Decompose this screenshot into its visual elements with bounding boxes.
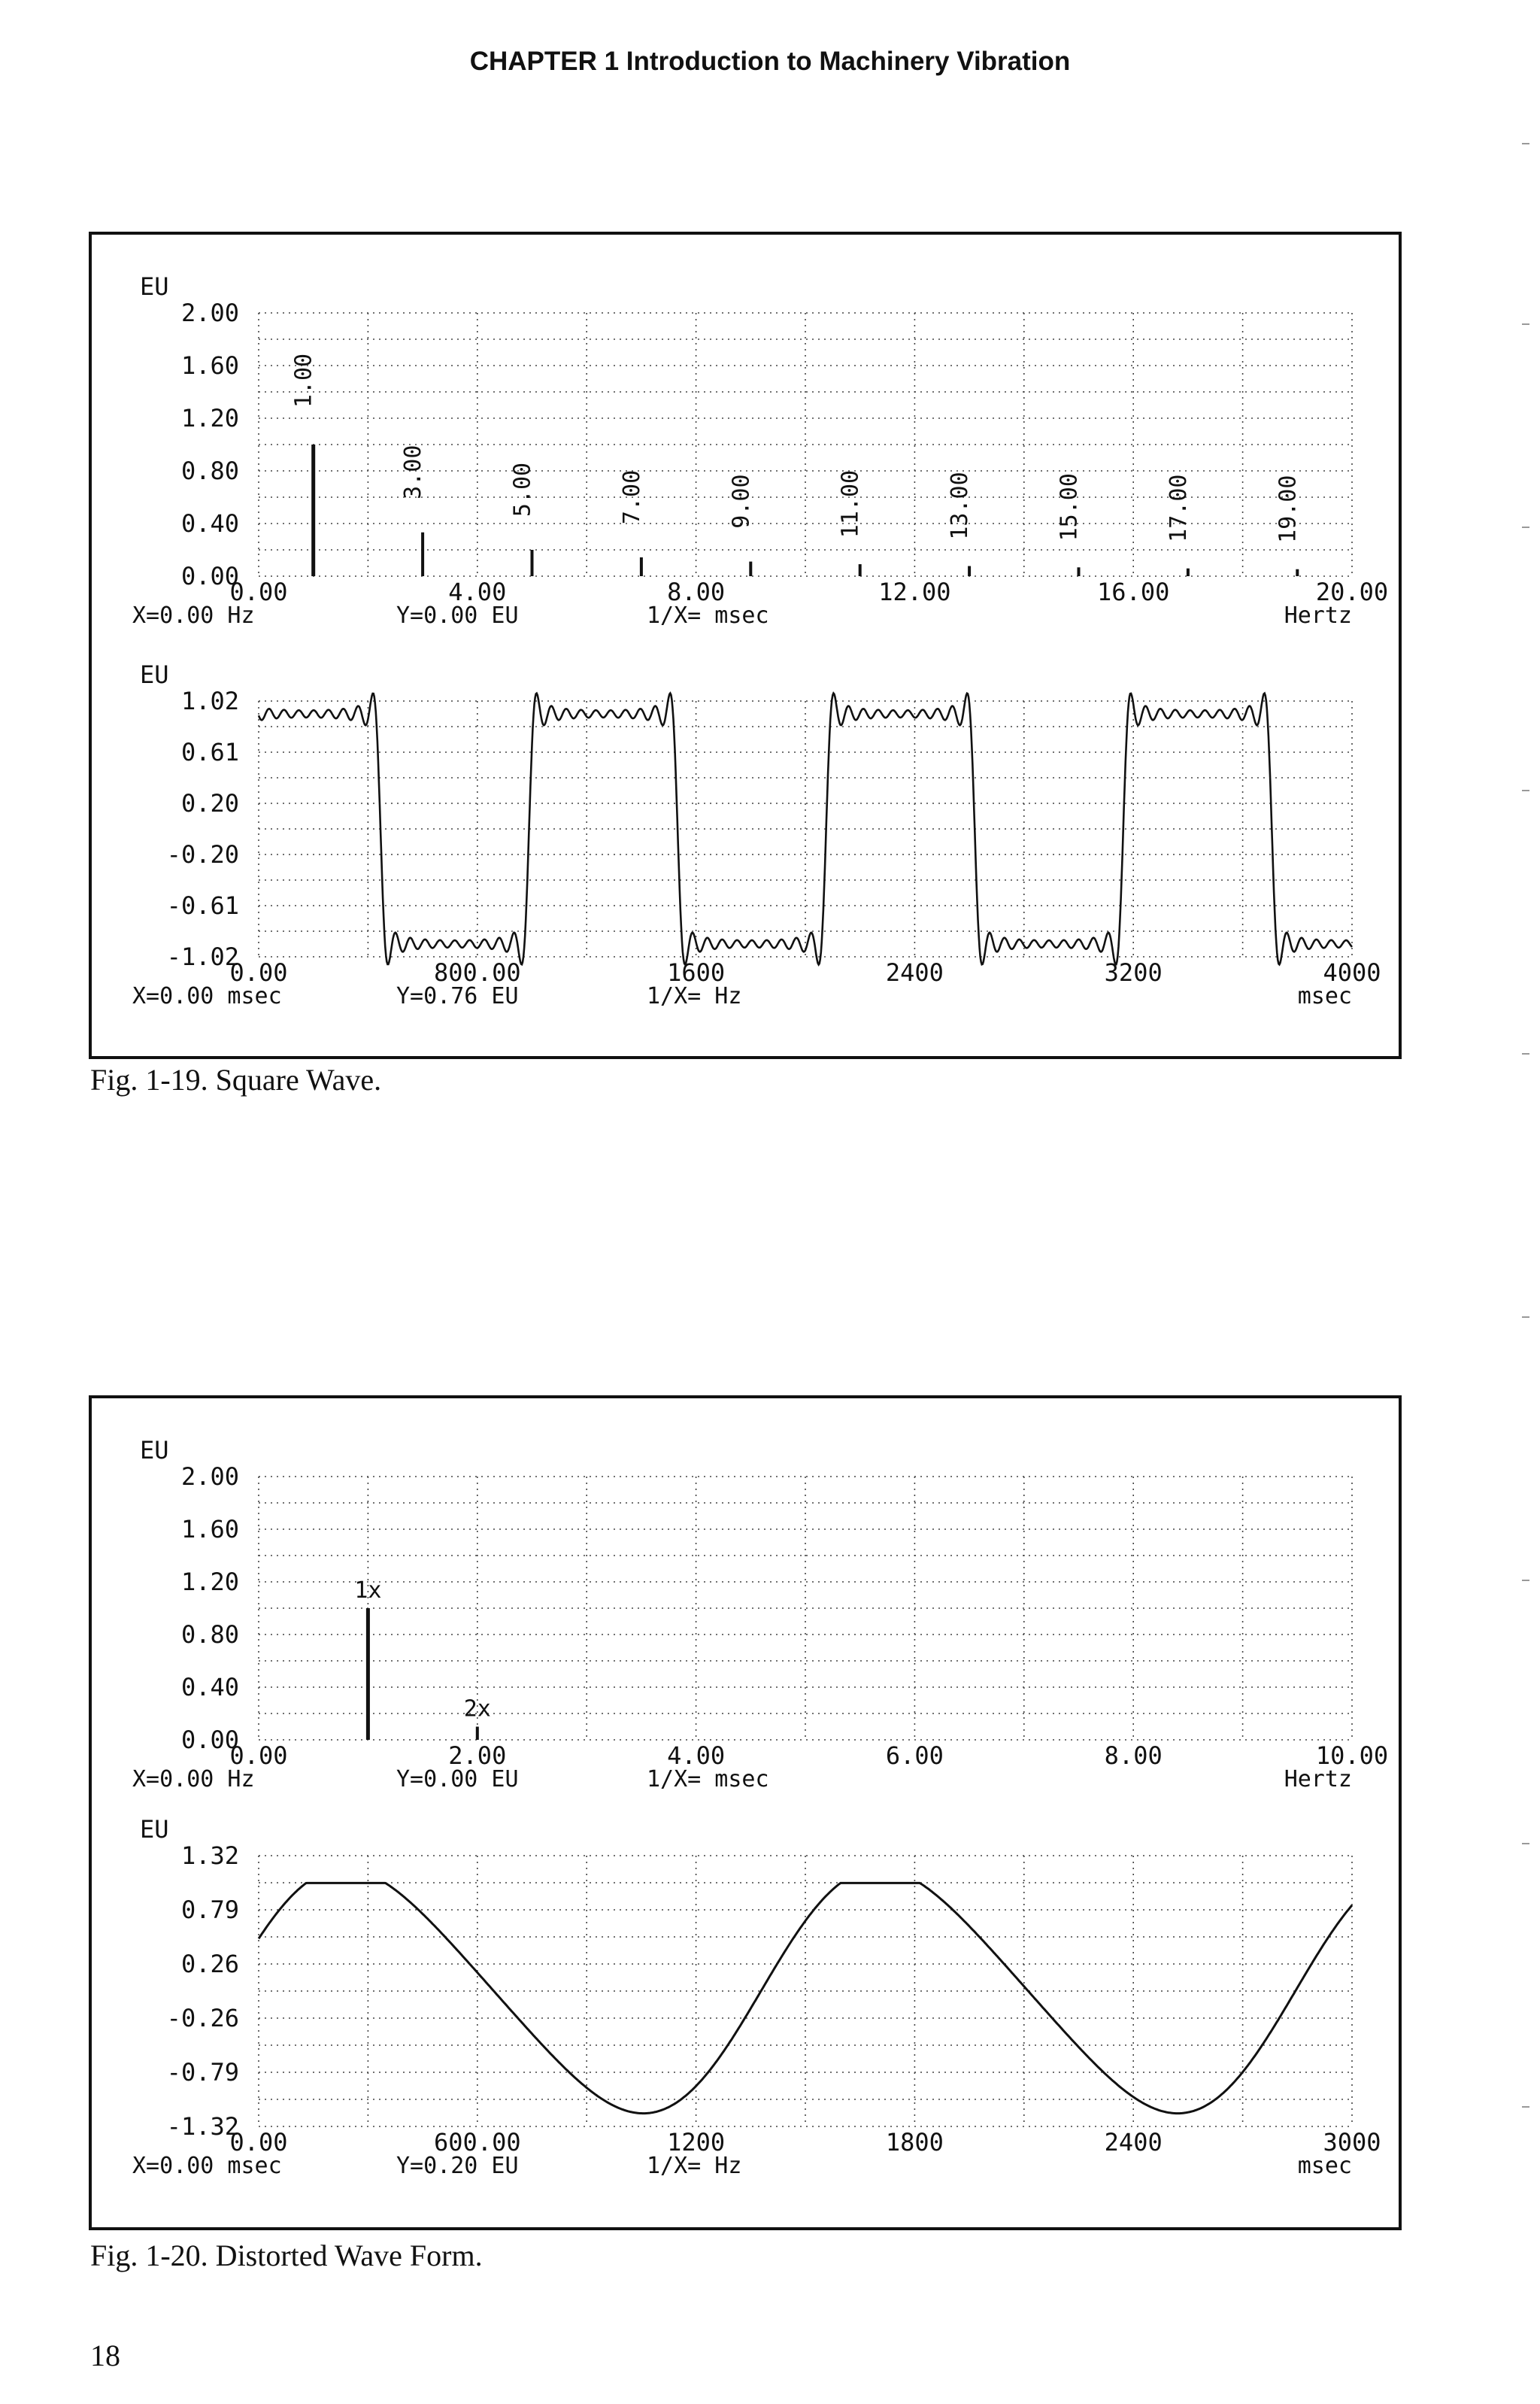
figure-1-20-caption: Fig. 1-20. Distorted Wave Form.	[90, 2239, 483, 2272]
x-tick-label: 2.00	[448, 1741, 507, 1770]
edge-mark	[1522, 1316, 1529, 1318]
x-tick-label: 20.00	[1315, 578, 1389, 606]
figure-1-19-caption: Fig. 1-19. Square Wave.	[90, 1063, 382, 1097]
x-tick-label: 16.00	[1097, 578, 1170, 606]
cursor-x-readout: X=0.00 msec	[132, 2153, 282, 2179]
figure-1-19-frame	[89, 232, 1402, 1059]
peak-label: 9.00	[728, 474, 755, 529]
y-tick-label: -1.32	[166, 2112, 239, 2141]
cursor-y-readout: Y=0.00 EU	[396, 603, 519, 629]
cursor-x-readout: X=0.00 msec	[132, 983, 282, 1009]
x-tick-label: 2400	[885, 958, 944, 987]
x-tick-label: 1600	[667, 958, 726, 987]
running-head: CHAPTER 1 Introduction to Machinery Vibration	[469, 47, 1071, 76]
y-tick-label: -0.79	[166, 2058, 239, 2087]
cursor-y-readout: Y=0.00 EU	[396, 1766, 519, 1792]
y-tick-label: 1.32	[180, 1841, 239, 1870]
cursor-x-readout: X=0.00 Hz	[132, 1766, 255, 1792]
y-tick-label: 1.20	[180, 1568, 239, 1596]
x-tick-label: 600.00	[434, 2128, 521, 2157]
y-tick-label: 0.79	[180, 1896, 239, 1924]
inverse-readout: 1/X= msec	[647, 603, 769, 629]
inverse-readout: 1/X= msec	[647, 1766, 769, 1792]
y-tick-label: -0.20	[166, 840, 239, 869]
x-tick-label: 1800	[885, 2128, 944, 2157]
edge-mark	[1522, 323, 1529, 325]
inverse-readout: 1/X= Hz	[647, 2153, 742, 2179]
x-tick-label: 4.00	[667, 1741, 726, 1770]
x-axis-unit-label: Hertz	[1284, 1766, 1352, 1792]
peak-label: 13.00	[947, 472, 974, 540]
cursor-y-readout: Y=0.76 EU	[396, 983, 519, 1009]
x-tick-label: 0.00	[229, 958, 288, 987]
x-tick-label: 10.00	[1315, 1741, 1389, 1770]
x-tick-label: 3000	[1323, 2128, 1381, 2157]
y-tick-label: -1.02	[166, 942, 239, 971]
y-axis-unit-label: EU	[140, 1436, 169, 1465]
y-tick-label: 2.00	[180, 299, 239, 327]
x-tick-label: 0.00	[229, 578, 288, 606]
y-tick-label: 0.61	[180, 738, 239, 766]
x-tick-label: 1200	[667, 2128, 726, 2157]
y-axis-unit-label: EU	[140, 660, 169, 689]
y-tick-label: 0.80	[180, 1620, 239, 1649]
x-tick-label: 0.00	[229, 2128, 288, 2157]
peak-label: 7.00	[618, 469, 645, 525]
x-tick-label: 800.00	[434, 958, 521, 987]
cursor-y-readout: Y=0.20 EU	[396, 2153, 519, 2179]
peak-label: 17.00	[1165, 474, 1192, 542]
peak-label: 15.00	[1056, 473, 1083, 542]
y-tick-label: 0.26	[180, 1950, 239, 1978]
peak-label: 1x	[354, 1577, 382, 1604]
edge-mark	[1522, 1053, 1529, 1055]
edge-mark	[1522, 143, 1529, 144]
peak-label: 5.00	[509, 462, 536, 518]
page-number: 18	[90, 2339, 120, 2372]
x-axis-unit-label: msec	[1297, 2153, 1352, 2179]
figure-1-20-frame	[89, 1395, 1402, 2230]
x-tick-label: 3200	[1104, 958, 1163, 987]
y-tick-label: 0.00	[180, 562, 239, 590]
peak-label: 3.00	[400, 445, 427, 499]
peak-label: 2x	[463, 1695, 491, 1723]
y-tick-label: 0.40	[180, 509, 239, 538]
inverse-readout: 1/X= Hz	[647, 983, 742, 1009]
x-tick-label: 8.00	[667, 578, 726, 606]
y-tick-label: 2.00	[180, 1462, 239, 1491]
y-tick-label: 1.60	[180, 351, 239, 380]
y-tick-label: -0.61	[166, 891, 239, 920]
x-tick-label: 4000	[1323, 958, 1381, 987]
peak-label: 11.00	[837, 469, 864, 539]
x-tick-label: 12.00	[878, 578, 951, 606]
edge-mark	[1522, 1843, 1529, 1844]
x-tick-label: 2400	[1104, 2128, 1163, 2157]
cursor-x-readout: X=0.00 Hz	[132, 603, 255, 629]
edge-mark	[1522, 527, 1529, 528]
y-axis-unit-label: EU	[140, 272, 169, 301]
x-tick-label: 8.00	[1104, 1741, 1163, 1770]
y-axis-unit-label: EU	[140, 1815, 169, 1844]
y-tick-label: 0.80	[180, 457, 239, 485]
peak-label: 1.00	[290, 353, 317, 408]
edge-mark	[1522, 790, 1529, 791]
x-axis-unit-label: Hertz	[1284, 603, 1352, 629]
edge-mark	[1522, 2106, 1529, 2108]
y-tick-label: 1.60	[180, 1515, 239, 1543]
figure-1-20-plot	[92, 1398, 1399, 2227]
peak-label: 19.00	[1275, 475, 1302, 543]
y-tick-label: 1.20	[180, 404, 239, 433]
x-axis-unit-label: msec	[1297, 983, 1352, 1009]
y-tick-label: 1.02	[180, 687, 239, 715]
y-tick-label: 0.40	[180, 1673, 239, 1701]
figure-1-19-plot	[92, 235, 1399, 1056]
x-tick-label: 4.00	[448, 578, 507, 606]
x-tick-label: 0.00	[229, 1741, 288, 1770]
y-tick-label: -0.26	[166, 2004, 239, 2032]
x-tick-label: 6.00	[885, 1741, 944, 1770]
y-tick-label: 0.00	[180, 1726, 239, 1754]
edge-mark	[1522, 1580, 1529, 1581]
y-tick-label: 0.20	[180, 789, 239, 818]
